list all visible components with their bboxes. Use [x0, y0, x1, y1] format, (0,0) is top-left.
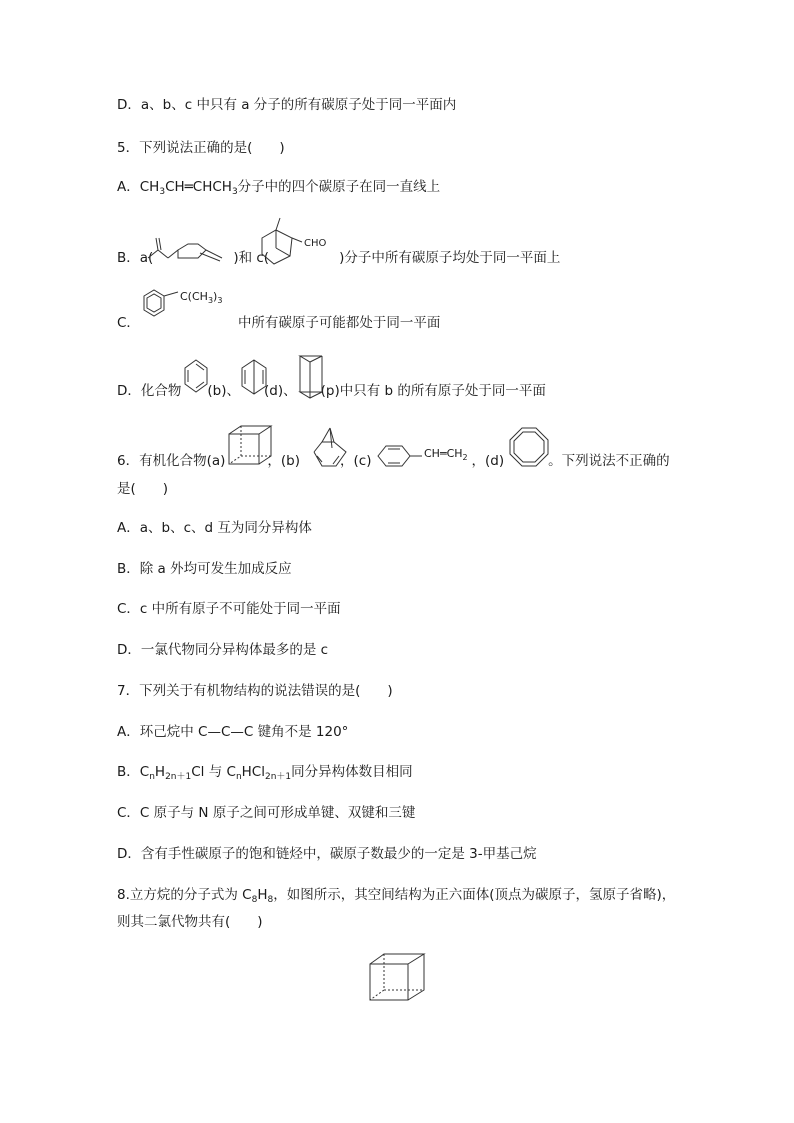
q5-option-b: B．a( )和 c( )分子中所有碳原子均处于同一平面上 [117, 250, 561, 266]
q7-option-c: C．C 原子与 N 原子之间可形成单键、双键和三键 [117, 805, 416, 821]
structure-b-norbornadiene [310, 422, 350, 470]
tert-butyl-group: $C(CH_3)_3$ [180, 290, 223, 305]
q7-stem: 7．下列关于有机物结构的说法错误的是( ) [117, 683, 393, 699]
vinyl-group-label: $CH═CH_2$ [424, 447, 468, 462]
q7-option-d: D．含有手性碳原子的饱和链烃中，碳原子数最少的一定是 3-甲基己烷 [117, 846, 537, 862]
q4-option-d: D．a、b、c 中只有 a 分子的所有碳原子处于同一平面内 [117, 97, 457, 113]
q7-option-b: B．$C_nH_{2n+1}Cl$ 与 $C_nHCl_{2n+1}$同分异构体数目相同 [117, 764, 413, 782]
structure-a-cubane [227, 424, 273, 468]
cubane-figure [368, 952, 428, 1004]
structure-c-bicyclic-aldehyde [258, 216, 338, 268]
q7-option-a: A．环己烷中 C—C—C 键角不是 120° [117, 724, 349, 740]
structure-b-benzene [183, 358, 209, 398]
q5-option-c: C． 中所有碳原子可能都处于同一平面 [117, 315, 441, 331]
structure-a-limonene-like [148, 230, 228, 270]
q5-option-a: A．$CH_3CH═CHCH_3$分子中的四个碳原子在同一直线上 [117, 179, 441, 197]
structure-d-dewar-benzene [240, 358, 268, 398]
q6-stem-line2: 是( ) [117, 481, 169, 497]
structure-p-prismane [298, 352, 324, 402]
q6-stem: 6．有机化合物(a) ，(b) ，(c) ，(d) 。下列说法不正确的 [117, 453, 670, 469]
q5-option-d: D．化合物 (b)、 (d)、 (p)中只有 b 的所有原子处于同一平面 [117, 383, 546, 399]
cho-label: CHO [304, 238, 327, 249]
structure-d-cyclooctatetraene [508, 426, 550, 468]
structure-c-styrene [374, 440, 424, 474]
q8-stem: 8.立方烷的分子式为 $C_8H_8$，如图所示，其空间结构为正六面体(顶点为碳原子，氢原子省略)， [117, 887, 676, 905]
q6-option-c: C．c 中所有原子不可能处于同一平面 [117, 601, 341, 617]
q6-option-b: B．除 a 外均可发生加成反应 [117, 561, 292, 577]
q5-stem: 5．下列说法正确的是( ) [117, 140, 285, 156]
q6-option-d: D．一氯代物同分异构体最多的是 c [117, 642, 329, 658]
q6-option-a: A．a、b、c、d 互为同分异构体 [117, 520, 312, 536]
q8-stem-line2: 则其二氯代物共有( ) [117, 914, 263, 930]
